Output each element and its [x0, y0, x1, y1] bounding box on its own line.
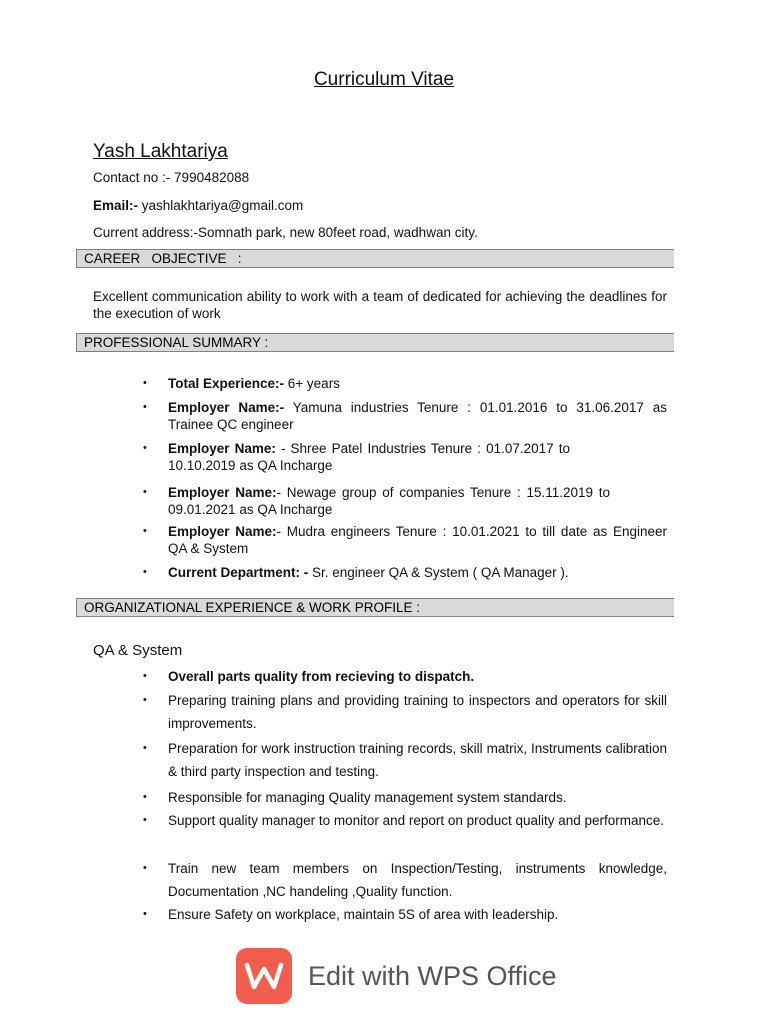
career-objective-text: Excellent communication ability to work with a team of dedicated for achieving the deadlines for the execution of work [93, 289, 667, 321]
list-item [140, 375, 667, 392]
list-item [140, 809, 667, 832]
bullet-icon: • [143, 742, 147, 754]
item-label: Total Experience:- [168, 376, 285, 391]
bullet-icon: • [143, 377, 147, 389]
career-objective-heading: CAREER OBJECTIVE : [76, 249, 674, 268]
address-value: Somnath park, new 80feet road, wadhwan city. [198, 225, 478, 240]
item-label: Employer Name:- [168, 400, 285, 415]
wps-logo-icon [236, 948, 292, 1004]
list-item [140, 737, 667, 783]
item-label: Employer Name: [168, 524, 277, 539]
bullet-icon: • [143, 814, 147, 826]
list-item [140, 484, 610, 518]
list-item [140, 689, 667, 735]
wps-watermark[interactable] [236, 948, 557, 1004]
professional-summary-heading: PROFESSIONAL SUMMARY : [76, 333, 674, 352]
list-item [140, 523, 667, 557]
list-item [140, 857, 667, 903]
item-text: Yamuna industries Tenure : 01.01.2016 to 31.06.2017 as Trainee QC engineer [168, 400, 667, 432]
item-text: Sr. engineer QA & System ( QA Manager ). [308, 565, 569, 580]
item-text: Train new team members on Inspection/Testing, instruments knowledge, Documentation ,NC handeling ,Quality function. [168, 861, 667, 899]
email-value: yashlakhtariya@gmail.com [138, 198, 304, 213]
bullet-icon: • [143, 908, 147, 920]
list-item [140, 564, 667, 581]
item-text: Responsible for managing Quality management system standards. [168, 790, 567, 805]
item-label: Employer Name: [168, 485, 277, 500]
address-label: Current address:- [93, 225, 199, 240]
item-label: Employer Name: [168, 441, 276, 456]
bullet-icon: • [143, 694, 147, 706]
item-text: Preparation for work instruction training records, skill matrix, Instruments calibration & third party inspection and testing. [168, 741, 667, 779]
phone-label: Contact no :- [93, 170, 171, 185]
list-item [140, 665, 667, 688]
bullet-icon: • [143, 670, 147, 682]
item-text: Overall parts quality from recieving to dispatch. [168, 669, 475, 684]
list-item [140, 440, 570, 474]
bullet-icon: • [143, 791, 147, 803]
bullet-icon: • [143, 401, 147, 413]
contact-email [93, 198, 303, 213]
candidate-name: Yash Lakhtariya [93, 141, 228, 162]
item-text: Ensure Safety on workplace, maintain 5S of area with leadership. [168, 907, 559, 922]
bullet-icon: • [143, 566, 147, 578]
bullet-icon: • [143, 525, 147, 537]
qa-system-subheading: QA & System [93, 642, 183, 659]
bullet-icon: • [143, 862, 147, 874]
org-experience-heading: ORGANIZATIONAL EXPERIENCE & WORK PROFILE : [76, 598, 674, 617]
item-label: Current Department: - [168, 565, 309, 580]
phone-value: 7990482088 [170, 170, 250, 185]
item-text: - Newage group of companies Tenure : 15.11.2019 to 09.01.2021 as QA Incharge [168, 485, 610, 517]
list-item [140, 903, 667, 926]
item-text: 6+ years [284, 376, 340, 391]
document-title: Curriculum Vitae [313, 69, 455, 90]
bullet-icon: • [143, 442, 147, 454]
item-text: - Shree Patel Industries Tenure : 01.07.2017 to 10.10.2019 as QA Incharge [168, 441, 570, 473]
list-item [140, 399, 667, 433]
email-label: Email:- [93, 198, 139, 213]
item-text: - Mudra engineers Tenure : 10.01.2021 to till date as Engineer QA & System [168, 524, 667, 556]
wps-watermark-text: Edit with WPS Office [308, 960, 557, 991]
contact-address [93, 225, 478, 240]
bullet-icon: • [143, 486, 147, 498]
item-text: Preparing training plans and providing training to inspectors and operators for skill improvements. [168, 693, 667, 731]
contact-phone [93, 170, 249, 185]
list-item [140, 786, 667, 809]
item-text: Support quality manager to monitor and report on product quality and performance. [168, 813, 665, 828]
